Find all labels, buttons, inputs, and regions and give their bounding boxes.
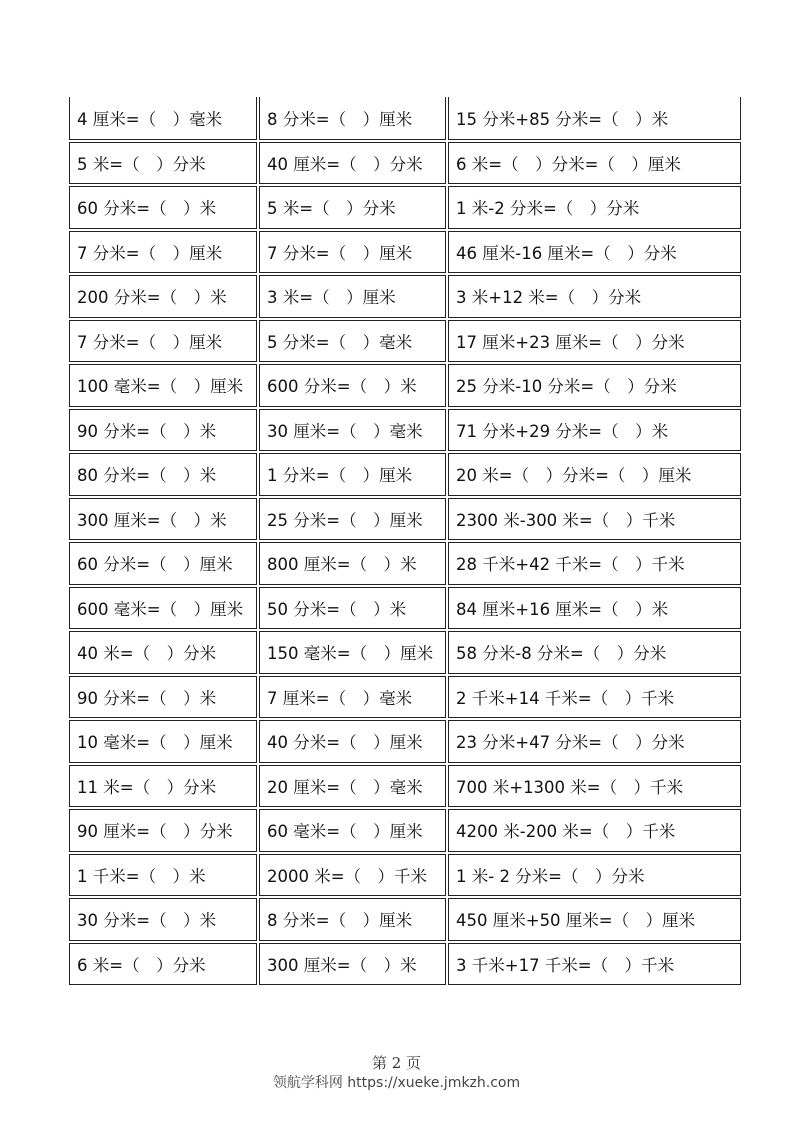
exercise-cell: 40 米=（ ）分米 (69, 631, 257, 674)
exercise-cell: 3 米=（ ）厘米 (259, 275, 446, 318)
exercise-cell: 20 米=（ ）分米=（ ）厘米 (448, 453, 741, 496)
exercise-cell: 2300 米-300 米=（ ）千米 (448, 498, 741, 541)
table-row (69, 586, 741, 631)
exercise-cell: 20 厘米=（ ）毫米 (259, 765, 446, 808)
exercise-cell: 15 分米+85 分米=（ ）米 (448, 97, 741, 140)
exercise-cell: 6 米=（ ）分米 (69, 943, 257, 986)
exercise-cell: 600 毫米=（ ）厘米 (69, 587, 257, 630)
table-row (69, 230, 741, 275)
table-row (69, 319, 741, 364)
site-watermark: 领航学科网 https://xueke.jmkzh.com (272, 1075, 521, 1091)
exercise-cell: 40 厘米=（ ）分米 (259, 142, 446, 185)
exercise-cell: 17 厘米+23 厘米=（ ）分米 (448, 320, 741, 363)
exercise-cell: 1 分米=（ ）厘米 (259, 453, 446, 496)
exercise-cell: 3 米+12 米=（ ）分米 (448, 275, 741, 318)
exercise-cell: 60 分米=（ ）厘米 (69, 542, 257, 585)
exercise-cell: 1 米- 2 分米=（ ）分米 (448, 854, 741, 897)
exercise-cell: 23 分米+47 分米=（ ）分米 (448, 720, 741, 763)
exercise-cell: 800 厘米=（ ）米 (259, 542, 446, 585)
table-row (69, 675, 741, 720)
exercise-cell: 71 分米+29 分米=（ ）米 (448, 409, 741, 452)
table-row (69, 408, 741, 453)
exercise-cell: 10 毫米=（ ）厘米 (69, 720, 257, 763)
exercise-cell: 58 分米-8 分米=（ ）分米 (448, 631, 741, 674)
table-row (69, 897, 741, 942)
exercise-cell: 5 米=（ ）分米 (259, 186, 446, 229)
table-row (69, 274, 741, 319)
exercise-cell: 8 分米=（ ）厘米 (259, 97, 446, 140)
exercise-cell: 100 毫米=（ ）厘米 (69, 364, 257, 407)
exercise-cell: 300 厘米=（ ）米 (259, 943, 446, 986)
exercise-cell: 84 厘米+16 厘米=（ ）米 (448, 587, 741, 630)
page-number: 第 2 页 (371, 1054, 422, 1072)
exercise-cell: 80 分米=（ ）米 (69, 453, 257, 496)
exercise-cell: 5 分米=（ ）毫米 (259, 320, 446, 363)
exercise-cell: 46 厘米-16 厘米=（ ）分米 (448, 231, 741, 274)
exercise-cell: 200 分米=（ ）米 (69, 275, 257, 318)
table-row (69, 96, 741, 141)
exercise-cell: 7 分米=（ ）厘米 (69, 320, 257, 363)
exercise-cell: 60 毫米=（ ）厘米 (259, 809, 446, 852)
exercise-cell: 90 分米=（ ）米 (69, 409, 257, 452)
table-row (69, 497, 741, 542)
table-row (69, 185, 741, 230)
exercise-cell: 600 分米=（ ）米 (259, 364, 446, 407)
table-row (69, 942, 741, 987)
exercise-cell: 7 厘米=（ ）毫米 (259, 676, 446, 719)
table-row (69, 853, 741, 898)
table-row (69, 764, 741, 809)
exercise-cell: 4 厘米=（ ）毫米 (69, 97, 257, 140)
exercise-cell: 8 分米=（ ）厘米 (259, 898, 446, 941)
exercise-cell: 25 分米=（ ）厘米 (259, 498, 446, 541)
table-row (69, 808, 741, 853)
exercise-cell: 1 米-2 分米=（ ）分米 (448, 186, 741, 229)
exercise-cell: 25 分米-10 分米=（ ）分米 (448, 364, 741, 407)
exercise-cell: 90 厘米=（ ）分米 (69, 809, 257, 852)
exercise-cell: 2000 米=（ ）千米 (259, 854, 446, 897)
table-row (69, 630, 741, 675)
exercise-cell: 1 千米=（ ）米 (69, 854, 257, 897)
table-row (69, 541, 741, 586)
exercise-cell: 40 分米=（ ）厘米 (259, 720, 446, 763)
exercise-cell: 28 千米+42 千米=（ ）千米 (448, 542, 741, 585)
exercise-cell: 2 千米+14 千米=（ ）千米 (448, 676, 741, 719)
exercise-cell: 90 分米=（ ）米 (69, 676, 257, 719)
exercise-grid (69, 96, 741, 986)
exercise-cell: 30 分米=（ ）米 (69, 898, 257, 941)
exercise-cell: 60 分米=（ ）米 (69, 186, 257, 229)
exercise-cell: 6 米=（ ）分米=（ ）厘米 (448, 142, 741, 185)
table-row (69, 363, 741, 408)
exercise-cell: 7 分米=（ ）厘米 (69, 231, 257, 274)
table-row (69, 719, 741, 764)
exercise-cell: 700 米+1300 米=（ ）千米 (448, 765, 741, 808)
exercise-cell: 11 米=（ ）分米 (69, 765, 257, 808)
exercise-cell: 150 毫米=（ ）厘米 (259, 631, 446, 674)
exercise-cell: 50 分米=（ ）米 (259, 587, 446, 630)
table-row (69, 141, 741, 186)
exercise-cell: 5 米=（ ）分米 (69, 142, 257, 185)
exercise-cell: 4200 米-200 米=（ ）千米 (448, 809, 741, 852)
exercise-cell: 7 分米=（ ）厘米 (259, 231, 446, 274)
exercise-cell: 300 厘米=（ ）米 (69, 498, 257, 541)
table-row (69, 452, 741, 497)
exercise-cell: 450 厘米+50 厘米=（ ）厘米 (448, 898, 741, 941)
exercise-cell: 3 千米+17 千米=（ ）千米 (448, 943, 741, 986)
exercise-cell: 30 厘米=（ ）毫米 (259, 409, 446, 452)
